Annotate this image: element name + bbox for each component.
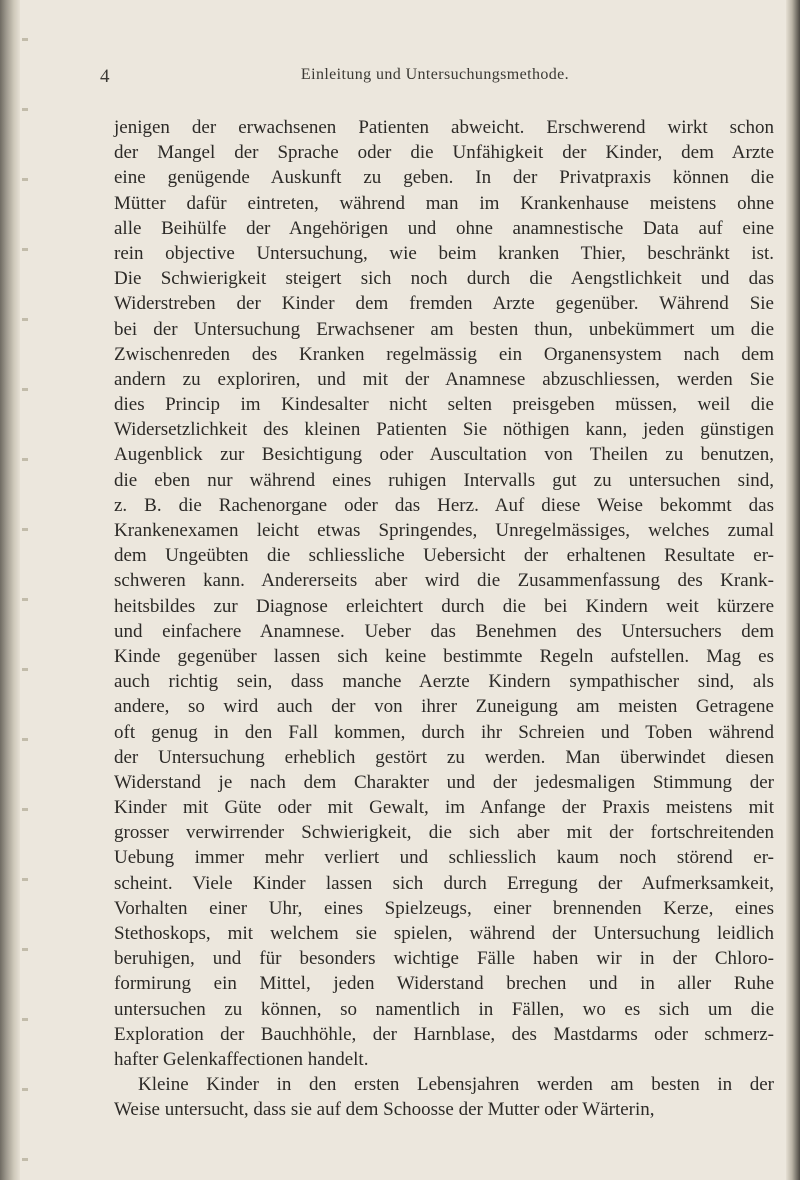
text-line: hafter Gelenkaffectionen handelt.: [114, 1048, 369, 1070]
text-line: eine genügende Auskunft zu geben. In der Privatpraxis können die: [114, 167, 774, 189]
text-line: Uebung immer mehr verliert und schliesslich kaum noch störend er-: [114, 847, 774, 869]
text-line: z. B. die Rachenorgane oder das Herz. Auf diese Weise bekommt das: [114, 494, 774, 516]
page-edge-shadow: [786, 0, 800, 1180]
text-line: Kinde gegenüber lassen sich keine bestimmte Regeln aufstellen. Mag es: [114, 645, 774, 667]
text-line: schweren kann. Andererseits aber wird die Zusammenfassung des Krank-: [114, 570, 774, 592]
text-line: Exploration der Bauchhöhle, der Harnblase, des Mastdarms oder schmerz-: [114, 1023, 774, 1045]
text-line: andern zu exploriren, und mit der Anamnese abzuschliessen, werden Sie: [114, 368, 774, 390]
text-line: Kinder mit Güte oder mit Gewalt, im Anfange der Praxis meistens mit: [114, 797, 774, 819]
text-line: Mütter dafür eintreten, während man im Krankenhause meistens ohne: [114, 192, 774, 214]
text-line: Vorhalten einer Uhr, eines Spielzeugs, einer brennenden Kerze, eines: [114, 897, 774, 919]
text-line: auch richtig sein, dass manche Aerzte Kindern sympathischer sind, als: [114, 671, 774, 693]
text-line: formirung ein Mittel, jeden Widerstand brechen und in aller Ruhe: [114, 973, 774, 995]
text-line: dies Princip im Kindesalter nicht selten preisgeben müssen, weil die: [114, 394, 774, 416]
text-line: Widersetzlichkeit des kleinen Patienten Sie nöthigen kann, jeden günstigen: [114, 419, 774, 441]
text-line: andere, so wird auch der von ihrer Zuneigung am meisten Getragene: [114, 696, 774, 718]
text-line: oft genug in den Fall kommen, durch ihr Schreien und Toben während: [114, 721, 774, 743]
text-line: Augenblick zur Besichtigung oder Auscultation von Theilen zu benutzen,: [114, 444, 774, 466]
text-line: rein objective Untersuchung, wie beim kranken Thier, beschränkt ist.: [114, 242, 774, 264]
text-line: alle Beihülfe der Angehörigen und ohne anamnestische Data auf eine: [114, 217, 774, 239]
body-text: [114, 115, 774, 1123]
text-line: Widerstand je nach dem Charakter und der jedesmaligen Stimmung der: [114, 771, 774, 793]
text-line: Krankenexamen leicht etwas Springendes, Unregelmässiges, welches zumal: [114, 520, 774, 541]
text-line: bei der Untersuchung Erwachsener am besten thun, unbekümmert um die: [114, 318, 774, 340]
binding-stitch-marks: [22, 0, 28, 1180]
text-line: Weise untersucht, dass sie auf dem Schoosse der Mutter oder Wärterin,: [114, 1099, 655, 1121]
text-line: und einfachere Anamnese. Ueber das Benehmen des Untersuchers dem: [114, 620, 774, 642]
text-line: untersuchen zu können, so namentlich in Fällen, wo es sich um die: [114, 998, 774, 1020]
text-line: scheint. Viele Kinder lassen sich durch Erregung der Aufmerksamkeit,: [114, 872, 774, 894]
running-head: Einleitung und Untersuchungsmethode.: [300, 66, 570, 83]
text-line: dem Ungeübten die schliessliche Uebersicht der erhaltenen Resultate er-: [114, 545, 774, 567]
text-line: Widerstreben der Kinder dem fremden Arzte gegenüber. Während Sie: [114, 293, 774, 315]
text-line: Zwischenreden des Kranken regelmässig ein Organensystem nach dem: [114, 343, 774, 365]
text-line: die eben nur während eines ruhigen Intervalls gut zu untersuchen sind,: [114, 469, 774, 491]
text-line: der Untersuchung erheblich gestört zu werden. Man überwindet diesen: [114, 746, 774, 768]
text-line: der Mangel der Sprache oder die Unfähigkeit der Kinder, dem Arzte: [114, 142, 774, 164]
text-line: Kleine Kinder in den ersten Lebensjahren werden am besten in der: [138, 1074, 774, 1096]
book-binding-shadow: [0, 0, 20, 1180]
text-line: grosser verwirrender Schwierigkeit, die sich aber mit der fortschreitenden: [114, 822, 774, 844]
text-line: heitsbildes zur Diagnose erleichtert durch die bei Kindern weit kürzere: [114, 595, 774, 617]
page-number: 4: [100, 66, 110, 87]
page-header: [100, 66, 770, 90]
text-line: Die Schwierigkeit steigert sich noch durch die Aengstlichkeit und das: [114, 268, 774, 290]
text-line: jenigen der erwachsenen Patienten abweicht. Erschwerend wirkt schon: [114, 117, 774, 138]
text-line: Stethoskops, mit welchem sie spielen, während der Untersuchung leidlich: [114, 923, 774, 944]
text-line: beruhigen, und für besonders wichtige Fälle haben wir in der Chloro-: [114, 948, 774, 970]
